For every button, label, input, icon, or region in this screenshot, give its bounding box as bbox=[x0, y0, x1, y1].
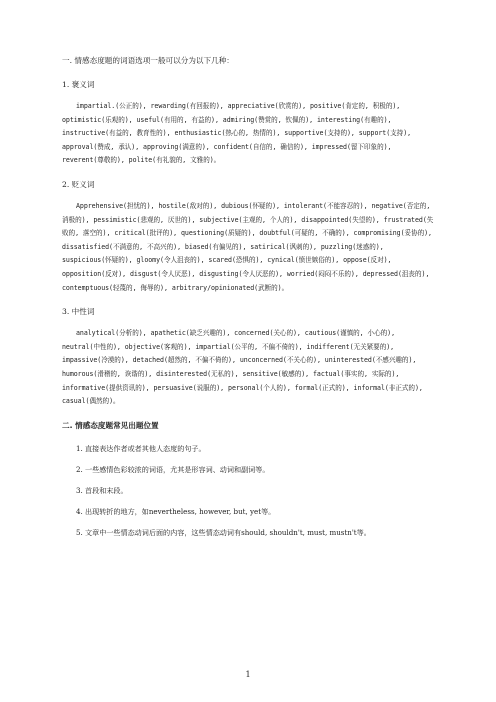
heading-question-positions: 二. 情感态度题常见出题位置 bbox=[62, 420, 159, 430]
page-number: 1 bbox=[245, 670, 251, 679]
position-item-4: 4. 出现转折的地方，如nevertheless, however, but, yet等。 bbox=[76, 506, 276, 516]
position-item-2: 2. 一些感情色彩较浓的词语，尤其是形容词、动词和副词等。 bbox=[76, 464, 270, 474]
document-content bbox=[62, 54, 436, 545]
section-body-neutral: analytical(分析的), apathetic(缺乏兴趣的), concerned(关心的), cautious(谨慎的, 小心的), neutral(中性的), objective(客观的), impartial(公平的, 不偏不倚的), indifferent(无关紧要的), impassive(冷漠的), detached(超然的, 不偏不倚的), unconcerned(不关心的), uninterested(不感兴趣的), humorous(滑稽的, 诙谐的), disinterested(无私的), sensitive(敏感的), factual(事实的, 实际的), informative(提供资讯的), persuasive(说服的), personal(个人的), formal(正式的), informal(非正式的), casual(偶然的)。 bbox=[62, 329, 423, 406]
section-title-positive: 1. 褒义词 bbox=[62, 80, 95, 89]
position-item-5: 5. 文章中一些情态动词后面的内容，这些情态动词有should, shouldn't, must, mustn't等。 bbox=[76, 527, 371, 537]
section-body-negative: Apprehensive(担忧的), hostile(敌对的), dubious(怀疑的), intolerant(不能容忍的), negative(否定的, 消极的), pessimistic(悲观的, 厌世的), subjective(主观的, 个人的), disappointed(失望的), frustrated(失败的, 落空的), critical(批评的), questioning(质疑的), doubtful(可疑的, 不确的), compromising(妥协的), dissatisfied(不满意的, 不高兴的), biased(有偏见的), satirical(讽刺的), puzzling(迷惑的), suspicious(怀疑的), gloomy(令人沮丧的), scared(恐惧的), cynical(愤世嫉俗的), oppose(反对), opposition(反对), disgust(令人厌恶), disgusting(令人厌恶的), worried(闷闷不乐的), depressed(沮丧的), contemptuous(轻蔑的, 侮辱的), arbitrary/opinionated(武断的)。 bbox=[62, 201, 434, 292]
position-item-3: 3. 首段和末段。 bbox=[76, 485, 128, 495]
position-item-1: 1. 直接表达作者或者其他人态度的句子。 bbox=[76, 443, 206, 453]
section-body-positive: impartial.(公正的), rewarding(有回报的), appreciative(欣赏的), positive(肯定的, 积极的), optimistic(乐观的), useful(有用的, 有益的), admiring(赞赏的, 钦佩的), interesting(有趣的), instructive(有益的, 教育性的), enthusiastic(热心的, 热情的), supportive(支持的), support(支持), approval(赞成, 承认), approving(满意的), confident(自信的, 确信的), impressed(留下印象的), reverent(尊敬的), polite(有礼貌的, 文雅的)。 bbox=[62, 102, 412, 165]
section-title-neutral: 3. 中性词 bbox=[62, 307, 95, 317]
section-title-negative: 2. 贬义词 bbox=[62, 179, 95, 189]
heading-word-categories: 一. 情感态度题的词语选项一般可以分为以下几种： bbox=[62, 56, 234, 65]
